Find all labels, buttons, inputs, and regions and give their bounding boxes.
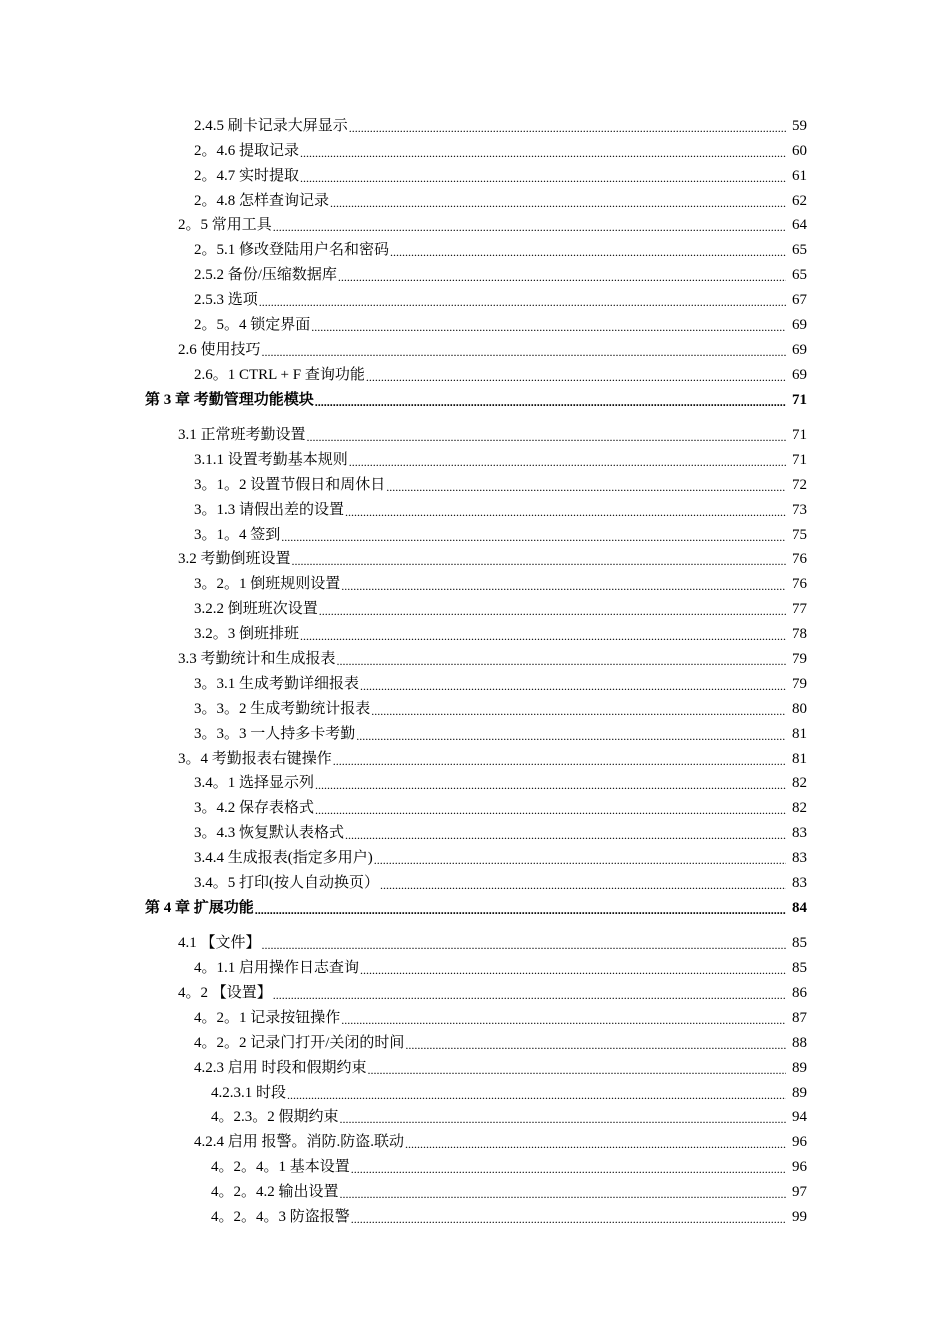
toc-entry[interactable] xyxy=(178,745,807,770)
toc-entry-title: 3.1.1 设置考勤基本规则 xyxy=(194,451,348,468)
toc-chapter-entry[interactable] xyxy=(145,894,807,929)
toc-entry[interactable] xyxy=(194,794,807,819)
toc-dot-leader xyxy=(405,1137,786,1151)
toc-entry-title: 3。2。1 倒班规则设置 xyxy=(194,576,341,593)
toc-page-number: 69 xyxy=(792,341,807,358)
toc-entry[interactable] xyxy=(211,1203,807,1228)
toc-dot-leader xyxy=(341,1013,786,1027)
toc-page-number: 71 xyxy=(792,392,807,409)
table-of-contents xyxy=(0,112,950,1228)
toc-page-number: 72 xyxy=(792,476,807,493)
toc-entry[interactable] xyxy=(211,1153,807,1178)
toc-dot-leader xyxy=(273,220,786,234)
toc-page-number: 64 xyxy=(792,217,807,234)
toc-dot-leader xyxy=(366,370,786,384)
toc-dot-leader xyxy=(287,1088,786,1102)
toc-entry-title: 4.2.3 启用 时段和假期约束 xyxy=(194,1059,367,1076)
toc-entry[interactable] xyxy=(194,1004,807,1029)
toc-dot-leader xyxy=(371,704,786,718)
toc-entry-title: 2。4.6 提取记录 xyxy=(194,142,300,159)
toc-entry[interactable] xyxy=(194,819,807,844)
toc-dot-leader xyxy=(374,853,786,867)
toc-entry-title: 4。2。4。3 防盗报警 xyxy=(211,1209,350,1225)
toc-entry-title: 2.5.2 备份/压缩数据库 xyxy=(194,267,337,284)
toc-dot-leader xyxy=(315,778,786,792)
toc-page-number: 83 xyxy=(792,875,807,892)
toc-page-number: 79 xyxy=(792,675,807,692)
toc-dot-leader xyxy=(315,395,786,409)
toc-page-number: 62 xyxy=(792,192,807,209)
toc-page-number: 94 xyxy=(792,1109,807,1126)
toc-entry-title: 3.2。3 倒班排班 xyxy=(194,626,300,643)
toc-entry[interactable] xyxy=(178,336,807,361)
toc-dot-leader xyxy=(300,171,786,185)
toc-entry-title: 3。1。4 签到 xyxy=(194,526,281,543)
toc-dot-leader xyxy=(330,196,786,210)
toc-entry-title: 2.6 使用技巧 xyxy=(178,341,261,358)
toc-entry[interactable] xyxy=(194,595,807,620)
toc-entry[interactable] xyxy=(194,869,807,894)
toc-entry[interactable] xyxy=(194,361,807,386)
toc-dot-leader xyxy=(292,554,786,568)
toc-dot-leader xyxy=(281,530,786,544)
toc-entry-title: 3。4.3 恢复默认表格式 xyxy=(194,825,345,842)
toc-page-number: 61 xyxy=(792,167,807,184)
toc-entry[interactable] xyxy=(194,112,807,137)
toc-page-number: 65 xyxy=(792,242,807,259)
toc-entry-title: 3.4。1 选择显示列 xyxy=(194,775,315,792)
toc-entry-title: 4。2。1 记录按钮操作 xyxy=(194,1009,341,1026)
toc-page-number: 85 xyxy=(792,960,807,977)
toc-dot-leader xyxy=(405,1038,786,1052)
toc-entry-title: 3.3 考勤统计和生成报表 xyxy=(178,651,336,667)
toc-dot-leader xyxy=(368,1063,786,1077)
toc-dot-leader xyxy=(300,629,786,643)
toc-entry[interactable] xyxy=(194,620,807,645)
toc-dot-leader xyxy=(340,1187,786,1201)
toc-page-number: 97 xyxy=(792,1184,807,1201)
toc-entry[interactable] xyxy=(178,421,807,446)
toc-entry[interactable] xyxy=(178,212,807,237)
toc-entry-title: 3。1。2 设置节假日和周休日 xyxy=(194,476,386,493)
toc-page-number: 82 xyxy=(792,800,807,817)
toc-entry-title: 2.4.5 刷卡记录大屏显示 xyxy=(194,117,348,134)
toc-entry[interactable] xyxy=(178,645,807,670)
toc-page-number: 71 xyxy=(792,426,807,443)
toc-entry-title: 4.2.4 启用 报警。消防.防盗.联动 xyxy=(194,1134,405,1151)
toc-entry-title: 2。5。4 锁定界面 xyxy=(194,317,311,334)
toc-page-number: 76 xyxy=(792,551,807,568)
toc-entry-title: 4.1 【文件】 xyxy=(178,935,261,952)
toc-entry[interactable] xyxy=(194,1128,807,1153)
toc-page-number: 79 xyxy=(792,651,807,667)
toc-page-number: 69 xyxy=(792,366,807,383)
toc-entry-title: 3.2 考勤倒班设置 xyxy=(178,551,291,568)
toc-entry-title: 4。2 【设置】 xyxy=(178,984,272,1001)
toc-page-number: 71 xyxy=(792,451,807,468)
toc-entry[interactable] xyxy=(194,236,807,261)
toc-entry-title: 3。4.2 保存表格式 xyxy=(194,800,315,817)
toc-page-number: 83 xyxy=(792,850,807,867)
toc-page-number: 78 xyxy=(792,626,807,643)
toc-entry-title: 4.2.3.1 时段 xyxy=(211,1084,287,1101)
toc-entry-title: 3.2.2 倒班班次设置 xyxy=(194,601,318,618)
toc-entry[interactable] xyxy=(194,496,807,521)
toc-entry[interactable] xyxy=(194,1029,807,1054)
toc-dot-leader xyxy=(337,654,786,668)
toc-entry[interactable] xyxy=(211,1104,807,1129)
toc-entry[interactable] xyxy=(194,1054,807,1079)
toc-entry-title: 2.6。1 CTRL + F 查询功能 xyxy=(194,366,365,383)
toc-entry[interactable] xyxy=(211,1079,807,1104)
toc-entry-title: 4。1.1 启用操作日志查询 xyxy=(194,960,360,977)
toc-entry[interactable] xyxy=(194,695,807,720)
toc-entry-title: 3。3.1 生成考勤详细报表 xyxy=(194,675,360,692)
toc-dot-leader xyxy=(356,729,786,743)
toc-dot-leader xyxy=(380,878,786,892)
toc-chapter-entry[interactable] xyxy=(145,386,807,421)
toc-page-number: 69 xyxy=(792,317,807,334)
toc-page-number: 89 xyxy=(792,1084,807,1101)
toc-entry[interactable] xyxy=(194,521,807,546)
toc-page-number: 77 xyxy=(792,601,807,618)
toc-page-number: 76 xyxy=(792,576,807,593)
toc-entry-title: 2。4.8 怎样查询记录 xyxy=(194,192,330,209)
toc-dot-leader xyxy=(259,295,786,309)
toc-dot-leader xyxy=(255,903,786,917)
toc-dot-leader xyxy=(351,1212,786,1226)
toc-entry[interactable] xyxy=(211,1178,807,1203)
toc-page-number: 81 xyxy=(792,750,807,767)
toc-dot-leader xyxy=(315,803,786,817)
toc-dot-leader xyxy=(338,270,786,284)
toc-entry[interactable] xyxy=(194,770,807,795)
toc-entry[interactable] xyxy=(194,187,807,212)
toc-dot-leader xyxy=(390,245,786,259)
toc-entry-title: 2。5 常用工具 xyxy=(178,217,272,234)
toc-page-number: 75 xyxy=(792,526,807,543)
toc-entry-title: 2.5.3 选项 xyxy=(194,292,258,309)
toc-page-number: 85 xyxy=(792,935,807,952)
toc-dot-leader xyxy=(319,604,786,618)
toc-entry[interactable] xyxy=(194,286,807,311)
toc-dot-leader xyxy=(386,480,786,494)
toc-dot-leader xyxy=(351,1162,786,1176)
toc-page-number: 82 xyxy=(792,775,807,792)
toc-dot-leader xyxy=(262,938,786,952)
toc-entry[interactable] xyxy=(194,471,807,496)
toc-dot-leader xyxy=(360,963,786,977)
toc-dot-leader xyxy=(349,121,786,135)
toc-page-number: 84 xyxy=(792,900,807,917)
toc-entry[interactable] xyxy=(194,162,807,187)
toc-entry[interactable] xyxy=(194,720,807,745)
toc-page-number: 67 xyxy=(792,292,807,309)
toc-dot-leader xyxy=(300,146,786,160)
toc-entry-title: 3.4.4 生成报表(指定多用户) xyxy=(194,850,373,867)
toc-entry[interactable] xyxy=(178,929,807,954)
toc-entry[interactable] xyxy=(178,546,807,571)
toc-entry-title: 3。3。3 一人持多卡考勤 xyxy=(194,725,356,742)
toc-entry-title: 4。2。4。1 基本设置 xyxy=(211,1159,350,1176)
toc-entry-title: 2。5.1 修改登陆用户名和密码 xyxy=(194,242,390,259)
toc-entry-title: 4。2.3。2 假期约束 xyxy=(211,1109,339,1126)
toc-entry[interactable] xyxy=(194,446,807,471)
toc-entry-title: 2。4.7 实时提取 xyxy=(194,167,300,184)
toc-dot-leader xyxy=(333,754,786,768)
toc-entry-title: 第 3 章 考勤管理功能模块 xyxy=(145,392,314,409)
toc-dot-leader xyxy=(340,1112,786,1126)
toc-page-number: 73 xyxy=(792,501,807,518)
toc-entry[interactable] xyxy=(194,844,807,869)
toc-dot-leader xyxy=(349,455,786,469)
toc-page-number: 89 xyxy=(792,1059,807,1076)
toc-dot-leader xyxy=(345,505,786,519)
toc-page-number: 80 xyxy=(792,700,807,717)
toc-dot-leader xyxy=(273,988,786,1002)
toc-page-number: 83 xyxy=(792,825,807,842)
toc-entry[interactable] xyxy=(178,979,807,1004)
toc-entry[interactable] xyxy=(194,954,807,979)
toc-entry[interactable] xyxy=(194,570,807,595)
toc-entry-title: 4。2。2 记录门打开/关闭的时间 xyxy=(194,1034,405,1051)
toc-page-number: 88 xyxy=(792,1034,807,1051)
toc-page-number: 99 xyxy=(792,1209,807,1225)
toc-dot-leader xyxy=(341,579,786,593)
toc-page-number: 59 xyxy=(792,117,807,134)
toc-dot-leader xyxy=(345,828,786,842)
toc-entry-title: 3。4 考勤报表右键操作 xyxy=(178,750,332,767)
toc-dot-leader xyxy=(307,430,786,444)
toc-page-number: 65 xyxy=(792,267,807,284)
toc-page-number: 86 xyxy=(792,984,807,1001)
toc-dot-leader xyxy=(360,679,786,693)
toc-entry-title: 3.1 正常班考勤设置 xyxy=(178,426,306,443)
toc-entry-title: 3。1.3 请假出差的设置 xyxy=(194,501,345,518)
toc-entry[interactable] xyxy=(194,261,807,286)
toc-dot-leader xyxy=(262,345,786,359)
toc-entry[interactable] xyxy=(194,670,807,695)
toc-entry-title: 4。2。4.2 输出设置 xyxy=(211,1184,339,1201)
toc-entry[interactable] xyxy=(194,311,807,336)
toc-page-number: 81 xyxy=(792,725,807,742)
toc-entry-title: 3。3。2 生成考勤统计报表 xyxy=(194,700,371,717)
toc-entry[interactable] xyxy=(194,137,807,162)
toc-page-number: 96 xyxy=(792,1159,807,1176)
toc-page-number: 60 xyxy=(792,142,807,159)
toc-page-number: 96 xyxy=(792,1134,807,1151)
toc-entry-title: 3.4。5 打印(按人自动换页） xyxy=(194,875,379,892)
toc-entry-title: 第 4 章 扩展功能 xyxy=(145,900,254,917)
toc-page-number: 87 xyxy=(792,1009,807,1026)
toc-dot-leader xyxy=(311,320,786,334)
